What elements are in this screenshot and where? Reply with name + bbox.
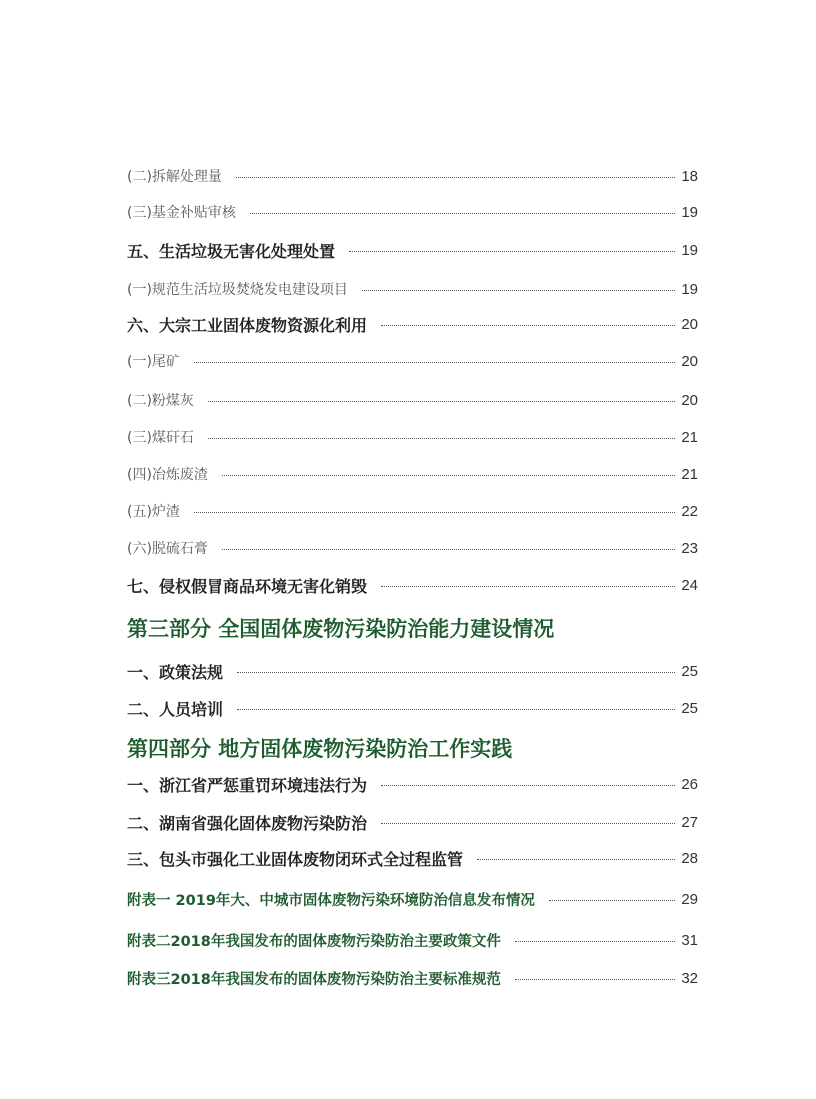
leader-dots <box>381 785 675 786</box>
toc-entry[interactable] <box>127 811 698 834</box>
toc-entry-title: 附表二2018年我国发布的固体废物污染防治主要政策文件 <box>127 934 501 950</box>
toc-entry-page: 20 <box>681 352 698 370</box>
toc-entry-title: (一)尾矿 <box>127 354 180 370</box>
toc-entry-title: (四)冶炼废渣 <box>127 467 208 483</box>
leader-dots <box>222 475 675 476</box>
leader-dots <box>515 979 675 980</box>
toc-entry-page: 25 <box>681 700 698 717</box>
toc-entry[interactable] <box>127 660 698 683</box>
toc-entry[interactable] <box>127 239 698 262</box>
toc-entry-title: 二、人员培训 <box>127 700 224 719</box>
toc-entry[interactable] <box>127 697 698 720</box>
toc-entry-page: 29 <box>681 891 698 908</box>
toc-entry-page: 28 <box>681 850 698 867</box>
leader-dots <box>381 823 675 824</box>
toc-entry-title: 一、浙江省严惩重罚环境违法行为 <box>127 776 368 795</box>
toc-entry-title: 一、政策法规 <box>127 663 224 682</box>
toc-entry[interactable] <box>127 773 698 796</box>
toc-entry-page: 18 <box>681 167 698 185</box>
toc-entry[interactable] <box>127 390 698 410</box>
toc-appendix-entry[interactable] <box>127 930 698 951</box>
toc-entry[interactable] <box>127 351 698 371</box>
toc-entry[interactable] <box>127 574 698 597</box>
toc-appendix-entry[interactable] <box>127 889 698 910</box>
toc-entry-page: 19 <box>681 203 698 221</box>
toc-entry[interactable] <box>127 538 698 558</box>
toc-entry-page: 25 <box>681 663 698 680</box>
leader-dots <box>208 401 675 402</box>
toc-entry-page: 21 <box>681 465 698 483</box>
toc-entry[interactable] <box>127 166 698 186</box>
toc-appendix-entry[interactable] <box>127 968 698 989</box>
toc-entry-title: 附表一 2019年大、中城市固体废物污染环境防治信息发布情况 <box>127 893 535 909</box>
toc-entry-page: 24 <box>681 577 698 594</box>
leader-dots <box>381 586 675 587</box>
toc-entry-page: 21 <box>681 428 698 446</box>
part-heading[interactable]: 第四部分 地方固体废物污染防治工作实践 <box>127 737 513 761</box>
toc-entry[interactable] <box>127 501 698 521</box>
toc-entry-title: (六)脱硫石膏 <box>127 541 208 557</box>
toc-entry-page: 22 <box>681 502 698 520</box>
leader-dots <box>194 512 675 513</box>
toc-entry-page: 20 <box>681 391 698 409</box>
part-heading[interactable]: 第三部分 全国固体废物污染防治能力建设情况 <box>127 617 555 641</box>
toc-entry-title: 三、包头市强化工业固体废物闭环式全过程监管 <box>127 850 464 869</box>
leader-dots <box>222 549 675 550</box>
leader-dots <box>477 859 675 860</box>
toc-entry-title: 六、大宗工业固体废物资源化利用 <box>127 316 368 335</box>
toc-entry-title: 附表三2018年我国发布的固体废物污染防治主要标准规范 <box>127 972 501 988</box>
toc-entry-page: 19 <box>681 280 698 298</box>
leader-dots <box>362 290 675 291</box>
toc-entry[interactable] <box>127 464 698 484</box>
toc-entry-page: 19 <box>681 242 698 259</box>
toc-entry-page: 20 <box>681 316 698 333</box>
toc-entry[interactable] <box>127 427 698 447</box>
leader-dots <box>237 672 675 673</box>
toc-entry-title: 七、侵权假冒商品环境无害化销毁 <box>127 577 368 596</box>
toc-entry-page: 26 <box>681 776 698 793</box>
toc-entry-title: 五、生活垃圾无害化处理处置 <box>127 242 336 261</box>
toc-entry-title: (五)炉渣 <box>127 504 180 520</box>
toc-entry-title: (一)规范生活垃圾焚烧发电建设项目 <box>127 282 348 298</box>
toc-entry-title: (三)基金补贴审核 <box>127 205 236 221</box>
toc-entry-page: 32 <box>681 970 698 987</box>
toc-entry[interactable] <box>127 847 698 870</box>
toc-entry-page: 31 <box>681 932 698 949</box>
leader-dots <box>250 213 675 214</box>
toc-entry-title: (二)粉煤灰 <box>127 393 194 409</box>
leader-dots <box>208 438 675 439</box>
leader-dots <box>194 362 675 363</box>
toc-entry-title: (三)煤矸石 <box>127 430 194 446</box>
leader-dots <box>381 325 675 326</box>
toc-entry[interactable] <box>127 279 698 299</box>
leader-dots <box>349 251 675 252</box>
leader-dots <box>236 177 675 178</box>
toc-entry-title: 二、湖南省强化固体废物污染防治 <box>127 814 368 833</box>
toc-entry[interactable] <box>127 202 698 222</box>
leader-dots <box>515 941 675 942</box>
leader-dots <box>549 900 675 901</box>
toc-entry-page: 27 <box>681 814 698 831</box>
toc-entry[interactable] <box>127 313 698 336</box>
leader-dots <box>237 709 675 710</box>
toc-entry-title: (二)拆解处理量 <box>127 169 222 185</box>
toc-entry-page: 23 <box>681 539 698 557</box>
